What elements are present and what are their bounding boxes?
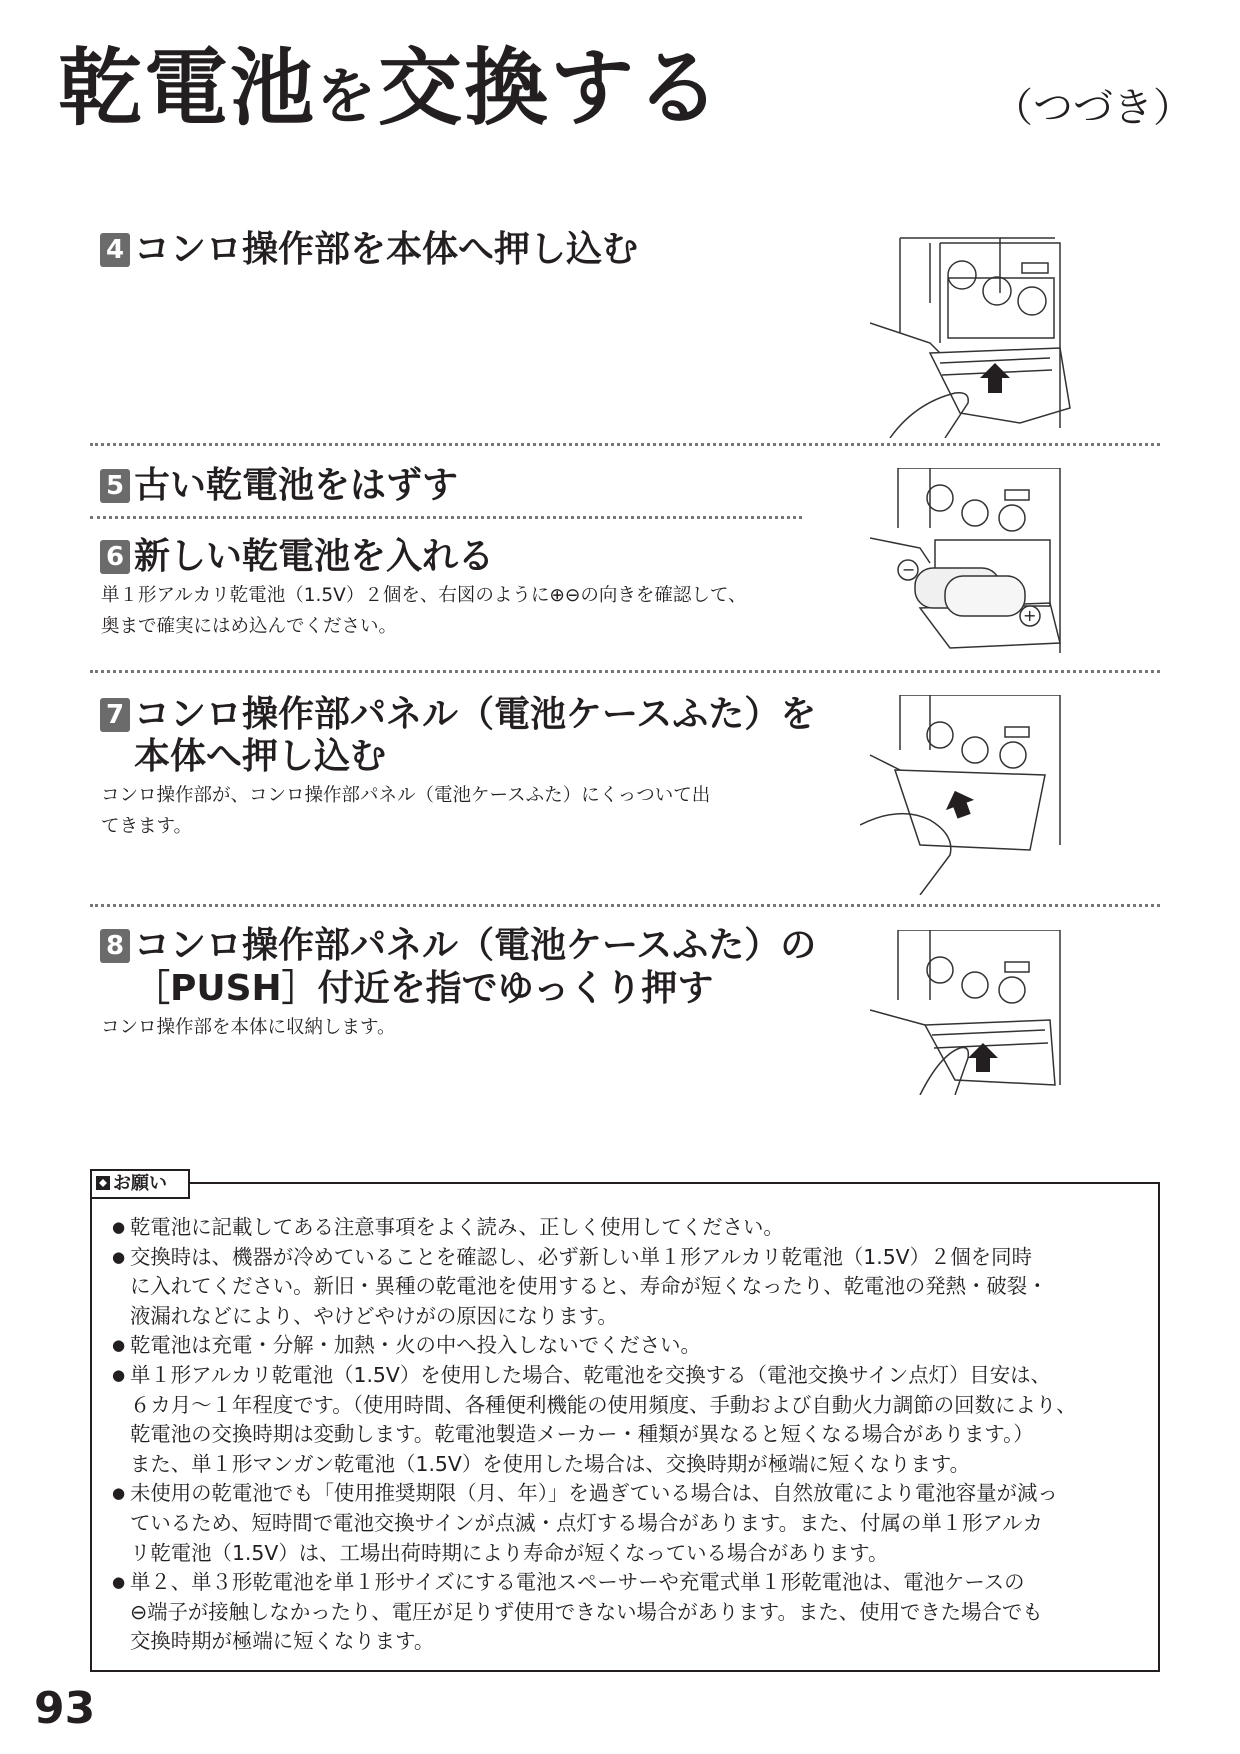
step-7-description-line: コンロ操作部が、コンロ操作部パネル（電池ケースふた）にくっついて出 <box>101 785 711 806</box>
title-part1: 乾電池 <box>58 38 317 137</box>
illustration-battery-insert <box>870 468 1140 658</box>
note-item <box>112 1213 1142 1243</box>
step-number-badge: 6 <box>100 540 130 574</box>
step-8-title-line2: ［PUSH］付近を指でゆっくり押す <box>134 968 714 1009</box>
note-item-line: ● 乾電池に記載してある注意事項をよく読み、正しく使用してください。 <box>130 1215 784 1239</box>
note-item-line: 交換時期が極端に短くなります。 <box>130 1629 435 1654</box>
step-6-title-text: 新しい乾電池を入れる <box>134 536 495 577</box>
note-item <box>112 1568 1142 1657</box>
illustration-push-in-panel-cover <box>860 695 1140 895</box>
section-divider <box>90 904 1160 907</box>
title-part2: を <box>316 62 379 132</box>
note-box-top-border <box>190 1182 1160 1184</box>
continued-label: （つづき） <box>993 85 1193 131</box>
section-divider <box>90 443 1160 446</box>
note-item <box>112 1243 1142 1332</box>
illustration-push-in-control-panel <box>870 233 1140 438</box>
section-divider <box>90 516 802 519</box>
note-item-line: ● 単１形アルカリ乾電池（1.5V）を使用した場合、乾電池を交換する（電池交換サイン点灯）目安は、 <box>130 1362 1051 1387</box>
title-part3: 交換する <box>378 38 723 137</box>
note-item-line: また、単１形マンガン乾電池（1.5V）を使用した場合は、交換時期が極端に短くなります。 <box>130 1451 970 1476</box>
note-item-line: ● 交換時は、機器が冷めていることを確認し、必ず新しい単１形アルカリ乾電池（1.5V）２個を同時 <box>130 1244 1032 1269</box>
note-item-line: ● 乾電池は充電・分解・加熱・火の中へ投入しないでください。 <box>130 1333 701 1358</box>
step-8-description-line: コンロ操作部を本体に収納します。 <box>101 1017 396 1038</box>
step-5-title <box>100 464 458 508</box>
step-number-badge: 4 <box>100 233 130 267</box>
step-4-title <box>100 228 638 272</box>
note-item-line: 液漏れなどにより、やけどやけがの原因になります。 <box>130 1303 618 1328</box>
svg-text:−: − <box>902 560 916 579</box>
note-label <box>90 1169 190 1199</box>
step-7-description-line: てきます。 <box>101 816 193 837</box>
step-5-title-text: 古い乾電池をはずす <box>134 465 459 506</box>
note-item-line: ● 未使用の乾電池でも「使用推奨期限（月、年）」を過ぎている場合は、自然放電により電池容量が減っ <box>130 1481 1058 1506</box>
note-label-text: お願い <box>113 1173 167 1194</box>
step-4-title-text: コンロ操作部を本体へ押し込む <box>134 229 639 270</box>
step-7-description <box>101 780 710 842</box>
note-item-line: に入れてください。新旧・異種の乾電池を使用すると、寿命が短くなったり、乾電池の発熱・破裂・ <box>130 1274 1048 1299</box>
step-6-title <box>100 535 494 579</box>
notice-icon <box>96 1176 110 1190</box>
note-item <box>112 1331 1142 1361</box>
step-number-badge: 8 <box>100 929 130 963</box>
note-item-line: 乾電池の交換時期は変動します。乾電池製造メーカー・種類が異なると短くなる場合があります。） <box>130 1422 1034 1447</box>
note-item-line: ているため、短時間で電池交換サインが点滅・点灯する場合があります。また、付属の単１形アルカ <box>130 1510 1043 1535</box>
svg-text:+: + <box>1023 606 1037 625</box>
step-7-title <box>100 693 816 737</box>
step-7-title-line2: 本体へ押し込む <box>134 736 387 777</box>
step-number-badge: 5 <box>100 469 130 503</box>
note-item-line: ● 単２、単３形乾電池を単１形サイズにする電池スペーサーや充電式単１形乾電池は、電池ケースの <box>130 1570 1025 1595</box>
step-6-description-line: 奥まで確実にはめ込んでください。 <box>101 616 398 637</box>
note-list <box>112 1213 1142 1657</box>
page-number: 93 <box>34 1683 96 1734</box>
note-item-line: リ乾電池（1.5V）は、工場出荷時期により寿命が短くなっている場合があります。 <box>130 1540 889 1565</box>
section-divider <box>90 670 1160 673</box>
step-8-description <box>101 1012 396 1043</box>
note-item-line: ６カ月〜１年程度です。（使用時間、各種便利機能の使用頻度、手動および自動火力調節の回数により、 <box>130 1392 1077 1417</box>
step-8-title-text: コンロ操作部パネル（電池ケースふた）の <box>134 925 817 966</box>
page-title <box>58 38 722 147</box>
note-item-line: ⊖端子が接触しなかったり、電圧が足りず使用できない場合があります。また、使用できた場合でも <box>130 1599 1043 1624</box>
step-6-description-line: 単１形アルカリ乾電池（1.5V）２個を、右図のように⊕⊖の向きを確認して、 <box>101 585 747 606</box>
step-number-badge: 7 <box>100 698 130 732</box>
step-8-title <box>100 924 816 968</box>
note-item <box>112 1479 1142 1568</box>
step-6-description <box>101 580 746 642</box>
note-item <box>112 1361 1142 1479</box>
step-7-title-text: コンロ操作部パネル（電池ケースふた）を <box>134 694 817 735</box>
illustration-press-push <box>870 930 1140 1095</box>
